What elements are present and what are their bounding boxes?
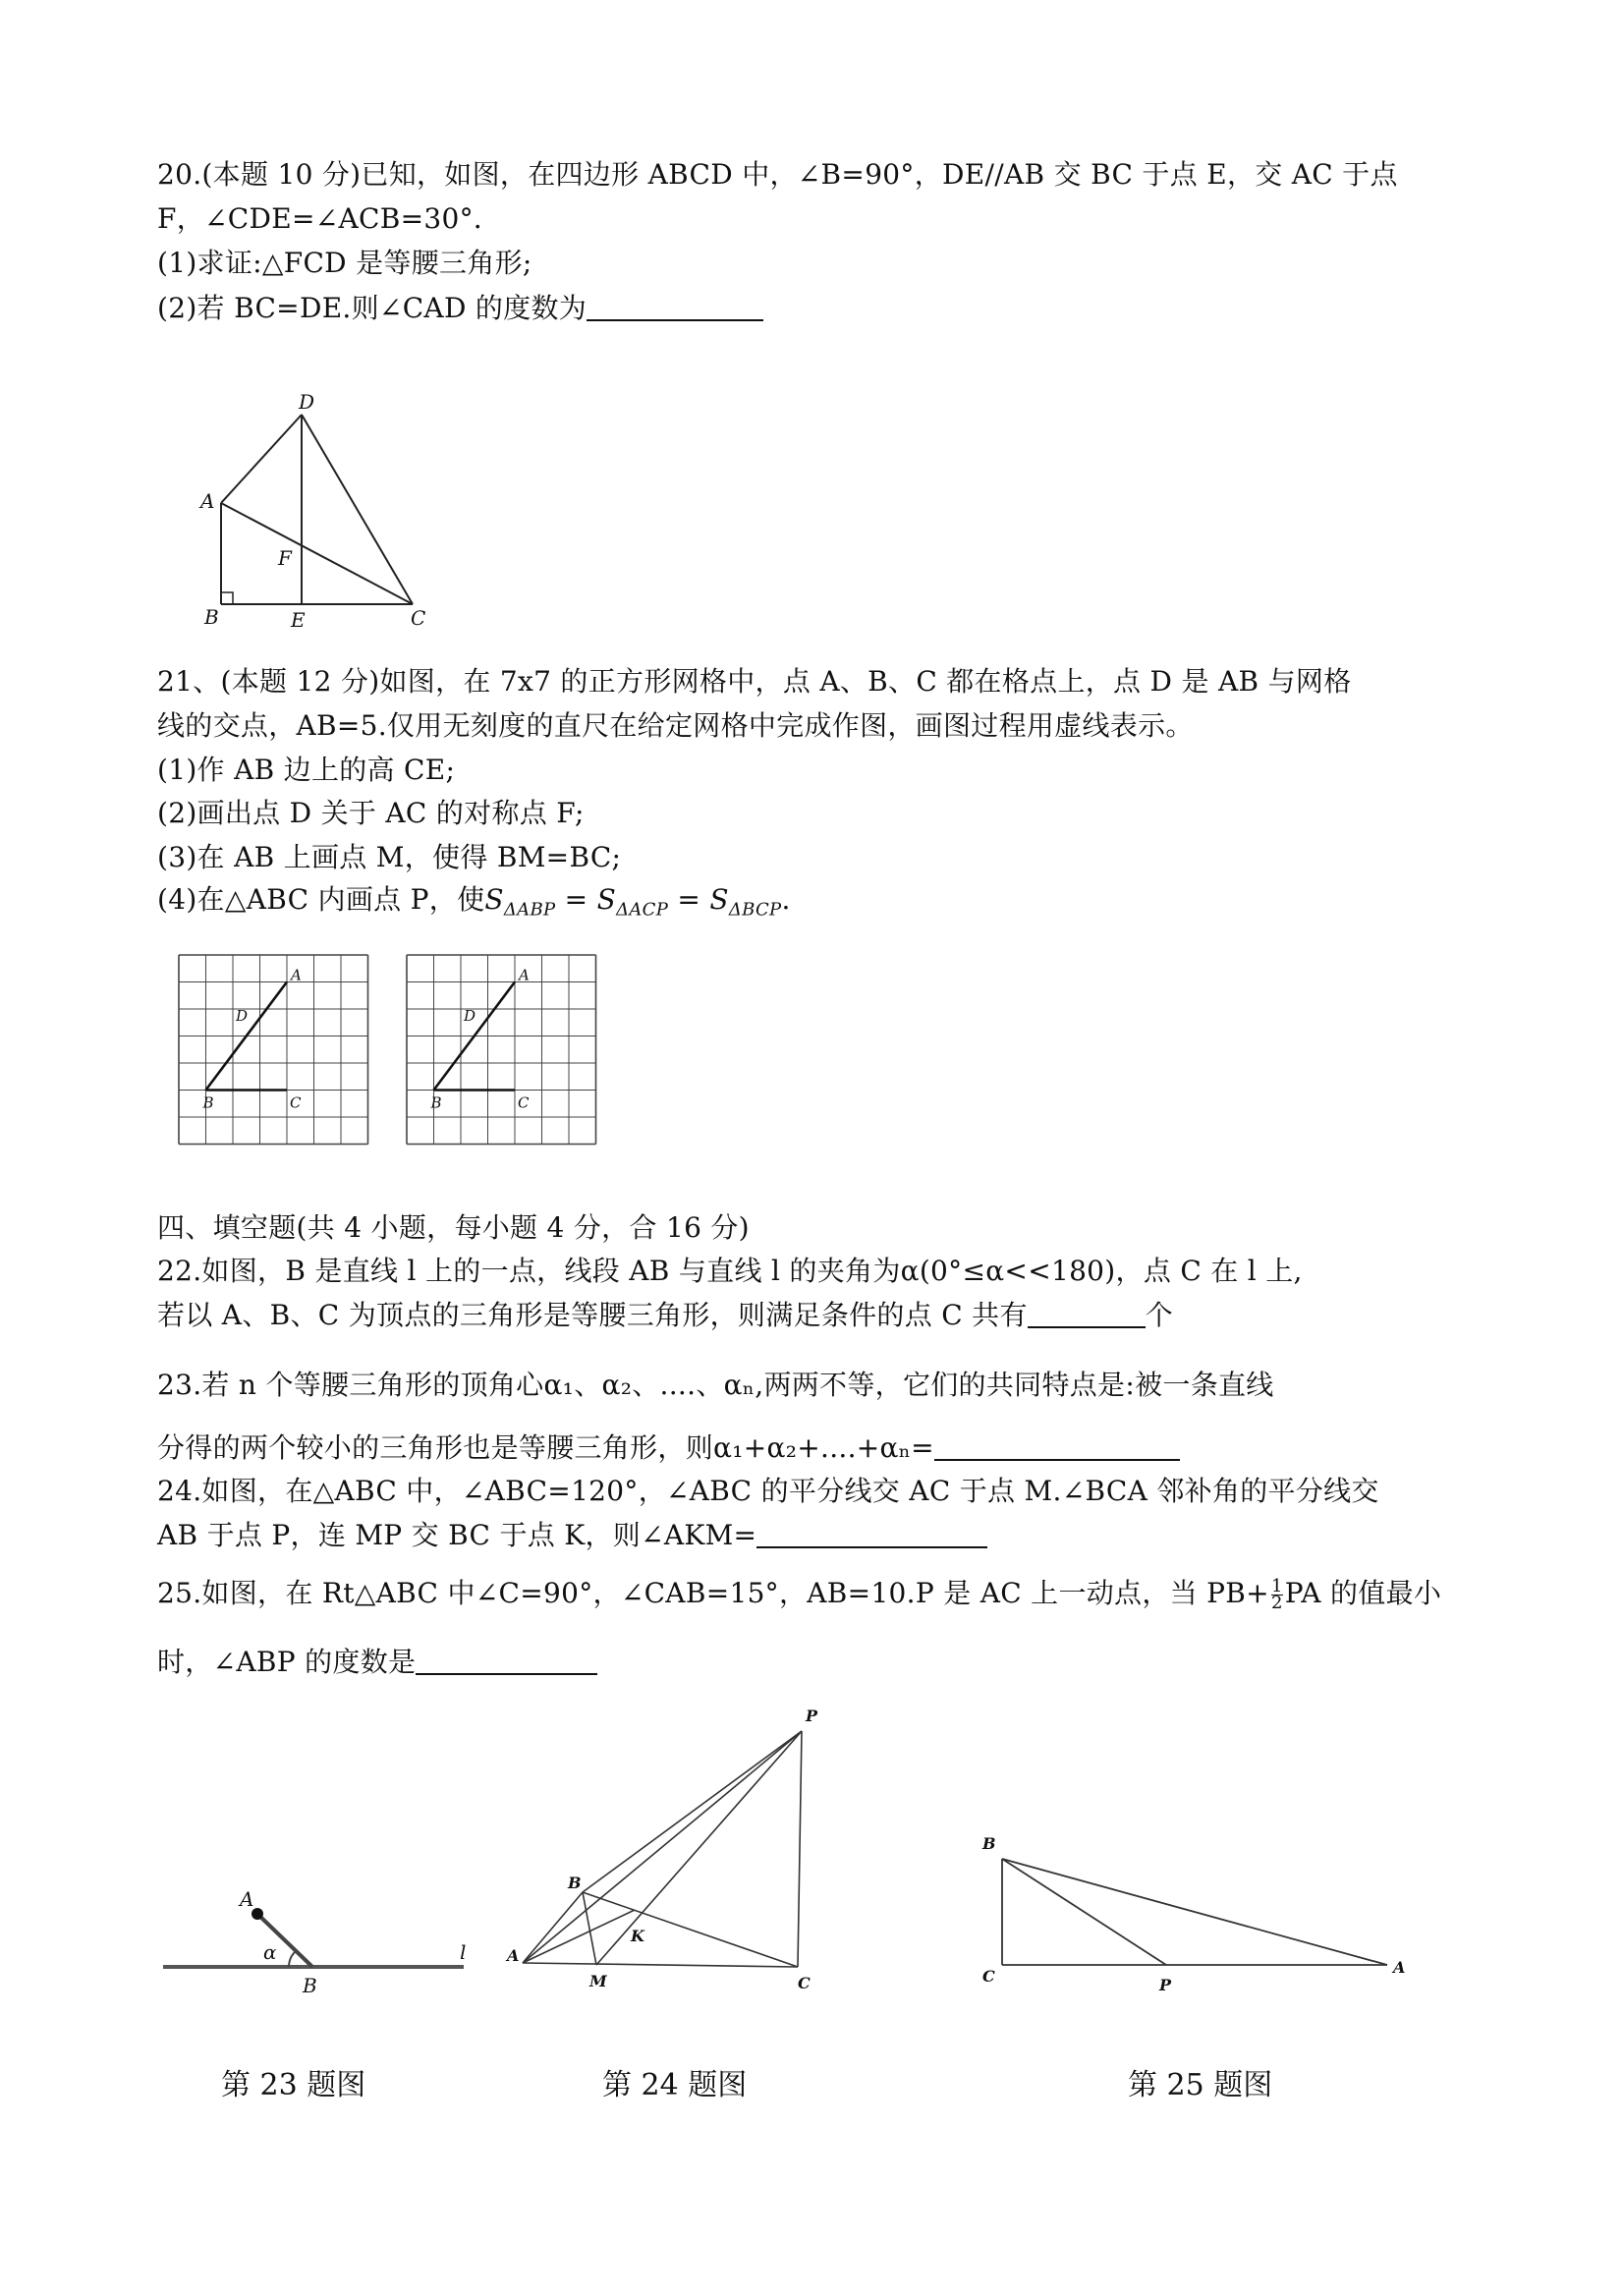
fig25-label-b: B — [982, 1834, 996, 1853]
fig24-label-k: K — [631, 1927, 644, 1945]
grid2-label-b: B — [430, 1093, 442, 1112]
q23-line2: 分得的两个较小的三角形也是等腰三角形，则α₁+α₂+....+αₙ= — [157, 1429, 1180, 1466]
grid2-label-c: C — [518, 1093, 530, 1112]
area-acp: $S_{\Delta ACP}$ — [596, 883, 669, 921]
grid1-label-a: A — [291, 966, 302, 984]
q21-part3: (3)在 AB 上画点 M，使得 BM=BC; — [157, 841, 622, 873]
q20-figure — [196, 390, 452, 639]
fig24-label-m: M — [589, 1972, 607, 1990]
area-bcp: $S_{\Delta BCP}$ — [709, 883, 782, 921]
fig25-label-c: C — [982, 1967, 995, 1986]
grid2-label-a: A — [519, 966, 530, 984]
q21-part4-text: (4)在△ABC 内画点 P，使 — [157, 883, 485, 916]
fig23-label-alpha: α — [263, 1940, 277, 1964]
q22-line1: 22.如图，B 是直线 l 上的一点，线段 AB 与直线 l 的夹角为α(0°≤α<<180)，点 C 在 l 上, — [157, 1255, 1303, 1287]
q20-line1: 20.(本题 10 分)已知，如图，在四边形 ABCD 中，∠B=90°，DE//AB 交 BC 于点 E，交 AC 于点 — [157, 158, 1398, 191]
q24-line1: 24.如图，在△ABC 中，∠ABC=120°，∠ABC 的平分线交 AC 于点 M.∠BCA 邻补角的平分线交 — [157, 1475, 1379, 1507]
q20-line2: F，∠CDE=∠ACB=30°． — [157, 202, 502, 235]
q25-line2: 时，∠ABP 的度数是 — [157, 1644, 597, 1680]
q20-label-a: A — [200, 489, 215, 513]
fraction-one-half: $\frac{1}{2}$ — [1270, 1576, 1283, 1613]
grid1-label-b: B — [202, 1093, 214, 1112]
fig24-label-c: C — [798, 1974, 811, 1992]
fig23 — [157, 1837, 481, 2014]
q20-label-f: F — [278, 546, 292, 570]
q20-label-e: E — [291, 608, 306, 632]
q20-part2-text: (2)若 BC=DE.则∠CAD 的度数为 — [157, 292, 588, 324]
fig25-caption: 第 25 题图 — [1128, 2068, 1273, 2102]
q21-part2: (2)画出点 D 关于 AC 的对称点 F; — [157, 797, 585, 829]
q24-line2: AB 于点 P，连 MP 交 BC 于点 K，则∠AKM= — [157, 1517, 987, 1553]
q21-grid-2 — [403, 951, 599, 1148]
fig24 — [501, 1702, 835, 1996]
fig23-caption: 第 23 题图 — [221, 2068, 366, 2102]
q20-part2 — [157, 290, 763, 326]
q20-label-c: C — [411, 606, 426, 630]
area-abp: $S_{\Delta ABP}$ — [484, 883, 556, 921]
q20-label-d: D — [299, 390, 315, 414]
q22-line2: 若以 A、B、C 为顶点的三角形是等腰三角形，则满足条件的点 C 共有 个 — [157, 1299, 1174, 1331]
q21-grid-1 — [175, 951, 371, 1148]
fig23-label-b: B — [303, 1974, 317, 1997]
fig24-label-p: P — [806, 1707, 818, 1725]
q21-part1: (1)作 AB 边上的高 CE; — [157, 754, 456, 786]
q21-line1: 21、(本题 12 分)如图，在 7x7 的正方形网格中，点 A、B、C 都在格点上，点 D 是 AB 与网格 — [157, 665, 1352, 698]
q20-answer-blank[interactable] — [587, 290, 763, 321]
section-heading: 四、填空题(共 4 小题，每小题 4 分，合 16 分) — [157, 1211, 750, 1244]
q20-label-b: B — [204, 605, 219, 629]
q23-answer-blank[interactable] — [934, 1429, 1180, 1461]
fig24-label-b: B — [568, 1874, 582, 1892]
fig24-caption: 第 24 题图 — [602, 2068, 748, 2102]
fig25-label-p: P — [1159, 1976, 1172, 1994]
q25-line1: 25.如图，在 Rt△ABC 中∠C=90°，∠CAB=15°，AB=10.P 是 AC 上一动点，当 PB+ $\frac{1}{2}$ PA 的值最小 — [157, 1576, 1442, 1613]
q25-answer-blank[interactable] — [416, 1644, 597, 1675]
q24-answer-blank[interactable] — [756, 1517, 987, 1548]
fig25-label-a: A — [1393, 1958, 1406, 1977]
fig24-label-a: A — [507, 1946, 520, 1965]
grid1-label-c: C — [290, 1093, 302, 1112]
q20-part1: (1)求证:△FCD 是等腰三角形; — [157, 247, 532, 279]
fig23-label-l: l — [460, 1940, 467, 1964]
q21-part4: (4)在△ABC 内画点 P，使$S_{\Delta ABP} = S_{\Delta ACP} = S_{\Delta BCP}$. — [157, 883, 791, 921]
fig25 — [973, 1827, 1425, 2014]
grid2-label-d: D — [464, 1007, 476, 1025]
q22-answer-blank[interactable] — [1028, 1297, 1146, 1328]
q21-line2: 线的交点，AB=5.仅用无刻度的直尺在给定网格中完成作图，画图过程用虚线表示。 — [157, 709, 1194, 742]
grid1-label-d: D — [236, 1007, 249, 1025]
q23-line1: 23.若 n 个等腰三角形的顶角心α₁、α₂、....、αₙ,两两不等，它们的共同特点是:被一条直线 — [157, 1369, 1274, 1401]
fig23-label-a: A — [240, 1887, 254, 1911]
